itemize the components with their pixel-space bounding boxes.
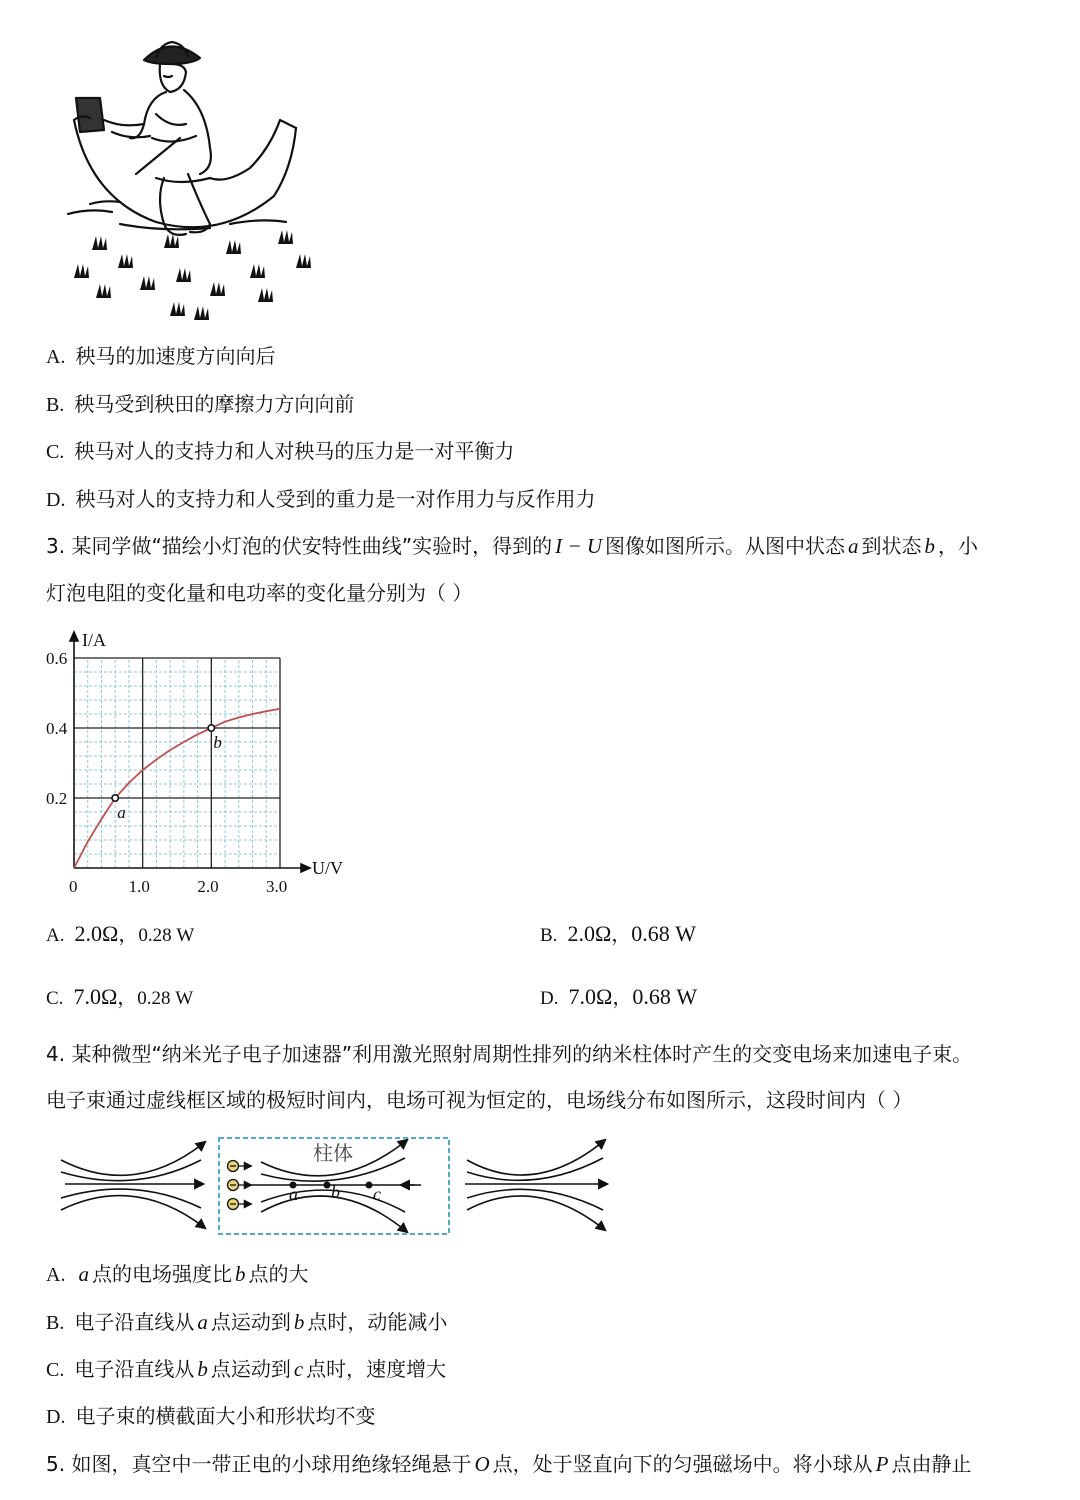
q3-stem-end: ，小 (938, 534, 979, 558)
x-tick-label: 1.0 (128, 877, 150, 895)
q2-option-d[interactable] (46, 485, 595, 514)
option-letter: D. (46, 489, 66, 511)
option-text: 秧马对人的支持力和人对秧马的压力是一对平衡力 (74, 439, 515, 463)
x-tick-label: 0 (69, 877, 78, 895)
q3-state-a: a (848, 534, 859, 558)
q3-stem-mid2: 到状态 (861, 534, 922, 558)
var-c: c (293, 1357, 304, 1381)
figure-label-column: 柱体 (313, 1143, 353, 1165)
iu-characteristic-chart (40, 625, 360, 895)
q3-option-c[interactable] (46, 983, 193, 1013)
option-text: 点运动到 (210, 1310, 291, 1334)
var-b: b (197, 1357, 208, 1381)
var-a: a (197, 1310, 208, 1334)
q3-state-b: b (924, 534, 936, 558)
q3-option-d[interactable] (540, 983, 697, 1013)
option-resistance: 2.0Ω (74, 921, 119, 946)
point-o: O (474, 1452, 490, 1476)
option-letter: B. (540, 925, 558, 946)
option-letter: B. (46, 1312, 65, 1334)
option-power: 0.68 W (631, 921, 697, 946)
point-label-a: a (289, 1184, 298, 1204)
q2-option-c[interactable] (46, 437, 514, 466)
x-axis-arrow (301, 864, 310, 872)
minor-grid (74, 658, 280, 868)
q5-stem-line1 (46, 1450, 971, 1478)
major-grid (74, 658, 280, 868)
option-text: 点时，速度增大 (306, 1357, 447, 1381)
option-power: 0.28 W (137, 988, 194, 1009)
q3-option-b[interactable] (540, 920, 696, 950)
point-marker-b (208, 725, 214, 731)
option-text: 电子沿直线从 (74, 1310, 195, 1334)
option-letter: D. (540, 988, 559, 1009)
point-marker-a (112, 795, 118, 801)
point-p: P (875, 1452, 889, 1476)
option-text: 电子束的横截面大小和形状均不变 (75, 1404, 376, 1428)
option-letter: A. (46, 1264, 66, 1286)
y-tick-label: 0.2 (46, 789, 68, 808)
electric-field-lines-figure (55, 1132, 615, 1242)
q4-stem-line2: 电子束通过虚线框区域的极短时间内，电场可视为恒定的，电场线分布如图所示，这段时间内（ ） (46, 1088, 913, 1112)
q4-stem-line1: 4. 某种微型“纳米光子电子加速器”利用激光照射周期性排列的纳米柱体时产生的交变电场来加速电子束。 (46, 1042, 973, 1066)
q2-option-b[interactable] (46, 390, 354, 419)
var-b: b (234, 1262, 246, 1286)
option-letter: C. (46, 1359, 65, 1381)
option-text: 电子沿直线从 (74, 1357, 195, 1381)
axes (70, 632, 310, 872)
q5-stem-prefix: 5. 如图，真空中一带正电的小球用绝缘轻绳悬于 (46, 1452, 472, 1476)
option-separator: ， (612, 985, 633, 1009)
point-label-b: b (213, 733, 222, 752)
q3-iu-symbol: I − U (555, 534, 603, 558)
y-tick-label: 0.6 (46, 649, 68, 668)
point-label-a: a (117, 803, 126, 822)
var-a: a (78, 1262, 89, 1286)
y-tick-label: 0.4 (46, 719, 68, 738)
option-text: 点的电场强度比 (91, 1262, 232, 1286)
option-text: 秧马的加速度方向向后 (75, 344, 276, 368)
option-power: 0.68 W (632, 984, 698, 1009)
q3-stem-line1 (46, 532, 978, 560)
option-letter: D. (46, 1406, 66, 1428)
point-label-c: c (373, 1184, 381, 1204)
option-separator: ， (117, 985, 138, 1009)
series-line (74, 709, 280, 868)
x-tick-label: 2.0 (197, 877, 219, 895)
y-axis-arrow (70, 632, 78, 641)
option-resistance: 7.0Ω (568, 984, 613, 1009)
option-resistance: 2.0Ω (567, 921, 612, 946)
q3-stem-line2: 灯泡电阻的变化量和电功率的变化量分别为（ ） (46, 581, 473, 605)
option-text: 秧马对人的支持力和人受到的重力是一对作用力与反作用力 (75, 487, 596, 511)
q2-option-a[interactable] (46, 342, 275, 371)
q5-stem-mid: 点，处于竖直向下的匀强磁场中。将小球从 (492, 1452, 873, 1476)
option-text: 点时，动能减小 (307, 1310, 448, 1334)
option-separator: ， (118, 922, 139, 946)
q3-stem-mid: 图像如图所示。从图中状态 (605, 534, 846, 558)
q4-option-b[interactable] (46, 1308, 447, 1337)
farmer-on-seedling-horse-illustration (60, 28, 320, 328)
option-resistance: 7.0Ω (73, 984, 118, 1009)
x-tick-label: 3.0 (266, 877, 288, 895)
option-letter: C. (46, 988, 64, 1009)
y-axis-label: I/A (82, 630, 106, 650)
option-text: 秧马受到秧田的摩擦力方向向前 (74, 392, 355, 416)
option-power: 0.28 W (138, 925, 195, 946)
option-separator: ， (611, 922, 632, 946)
option-letter: A. (46, 925, 65, 946)
q4-option-c[interactable] (46, 1355, 446, 1384)
q5-stem-end: 点由静止 (891, 1452, 972, 1476)
q3-stem-prefix: 3. 某同学做“描绘小灯泡的伏安特性曲线”实验时，得到的 (46, 534, 553, 558)
q4-option-a[interactable] (46, 1260, 308, 1289)
var-b: b (293, 1310, 305, 1334)
q3-option-a[interactable] (46, 920, 194, 950)
option-letter: C. (46, 441, 65, 463)
option-text: 点运动到 (210, 1357, 291, 1381)
x-axis-label: U/V (312, 858, 343, 878)
point-label-b: b (331, 1182, 340, 1202)
option-text: 点的大 (248, 1262, 309, 1286)
option-letter: B. (46, 394, 65, 416)
q4-option-d[interactable] (46, 1402, 375, 1431)
option-letter: A. (46, 346, 66, 368)
